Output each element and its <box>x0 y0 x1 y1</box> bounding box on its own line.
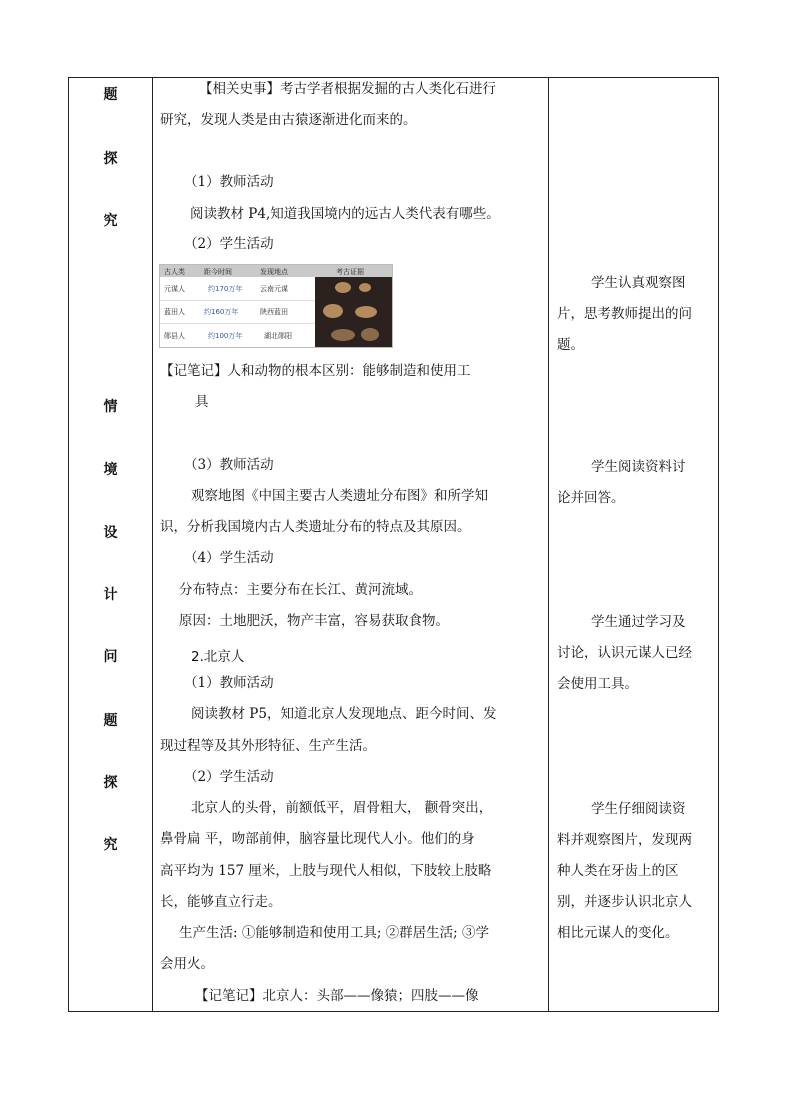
mini-cell: 约170万年 <box>208 285 243 293</box>
lesson-table <box>68 77 719 1012</box>
student-note-line: 学生仔细阅读资 <box>591 801 686 817</box>
teacher-activity-text: 阅读教材 P5，知道北京人发现地点、距今时间、发 <box>191 706 497 722</box>
fossil-photo <box>315 323 392 347</box>
left-label: 题 <box>103 87 118 103</box>
left-label: 境 <box>103 462 118 478</box>
note-line2: 具 <box>195 394 209 410</box>
teacher-activity-heading: （1）教师活动 <box>184 174 274 190</box>
mini-cell: 元谋人 <box>164 285 185 293</box>
student-note-line: 相比元谋人的变化。 <box>557 925 679 941</box>
mini-cell: 蓝田人 <box>164 308 185 316</box>
history-fact-line2: 研究，发现人类是由古猿逐渐进化而来的。 <box>160 112 417 128</box>
description-text: 鼻骨扁 平，吻部前伸，脑容量比现代人小。他们的身 <box>160 831 475 847</box>
mini-cell: 约160万年 <box>204 308 239 316</box>
teacher-activity-text: 观察地图《中国主要古人类遗址分布图》和所学知 <box>191 488 488 504</box>
column-divider <box>152 78 153 1011</box>
student-note-line: 讨论，认识元谋人已经 <box>557 645 692 661</box>
teacher-activity-text: 识，分析我国境内古人类遗址分布的特点及其原因。 <box>160 519 471 535</box>
production-life-text: 生产生活: ①能够制造和使用工具; ②群居生活; ③学 <box>179 925 490 941</box>
left-label: 计 <box>103 587 118 603</box>
history-fact-text: 考古学者根据发掘的古人类化石进行 <box>280 81 496 97</box>
fossil-photo <box>315 300 392 323</box>
student-note-line: 论并回答。 <box>557 490 625 506</box>
mini-header-cell: 古人类 <box>164 268 185 276</box>
left-label: 题 <box>103 713 118 729</box>
mini-cell: 郧县人 <box>164 332 185 340</box>
student-note-line: 料并观察图片，发现两 <box>557 832 692 848</box>
teacher-activity-heading: （3）教师活动 <box>184 457 274 473</box>
description-text: 北京人的头骨，前额低平，眉骨粗大， 颧骨突出， <box>191 800 493 816</box>
left-label: 探 <box>103 775 118 791</box>
ancient-humans-table-image <box>159 264 393 348</box>
mini-header-cell: 距今时间 <box>204 268 232 276</box>
teacher-activity-text: 阅读教材 P4,知道我国境内的远古人类代表有哪些。 <box>190 206 500 222</box>
section-heading: 2.北京人 <box>191 649 245 665</box>
student-note-line: 学生阅读资料讨 <box>591 459 686 475</box>
description-text: 长，能够直立行走。 <box>160 894 282 910</box>
production-life-text: 会用火。 <box>160 956 214 972</box>
mini-cell: 约100万年 <box>208 332 243 340</box>
history-fact-line <box>199 80 496 98</box>
distribution-text: 分布特点：主要分布在长江、黄河流域。 <box>179 582 422 598</box>
student-activity-heading: （2）学生活动 <box>184 236 274 252</box>
student-note-block <box>557 452 717 514</box>
left-label: 究 <box>103 837 118 853</box>
note-line: 【记笔记】北京人：头部——像猿；四肢——像 <box>195 988 479 1004</box>
student-note-line: 别，并逐步认识北京人 <box>557 894 692 910</box>
student-note-line: 片，思考教师提出的问 <box>557 306 692 322</box>
student-note-block <box>557 607 717 700</box>
teacher-activity-text: 现过程等及其外形特征、生产生活。 <box>160 738 376 754</box>
student-activity-heading: （2）学生活动 <box>184 769 274 785</box>
column-divider <box>548 78 549 1011</box>
student-note-line: 会使用工具。 <box>557 676 638 692</box>
left-label: 究 <box>103 213 118 229</box>
mini-cell: 陕西蓝田 <box>260 308 288 316</box>
student-note-line: 种人类在牙齿上的区 <box>557 863 679 879</box>
description-text: 高平均为 157 厘米，上肢与现代人相似，下肢较上肢略 <box>160 863 492 879</box>
teacher-activity-heading: （1）教师活动 <box>184 675 274 691</box>
fossil-photo <box>315 277 392 300</box>
mini-cell: 湖北郧阳 <box>264 332 292 340</box>
mini-cell: 云南元谋 <box>260 285 288 293</box>
student-note-block <box>557 268 717 361</box>
mini-header-cell: 考古证据 <box>336 268 364 276</box>
reason-text: 原因：土地肥沃，物产丰富，容易获取食物。 <box>179 613 449 629</box>
student-note-line: 题。 <box>557 337 584 353</box>
left-label: 问 <box>103 649 118 665</box>
left-label: 探 <box>103 151 118 167</box>
note-line: 【记笔记】人和动物的根本区别：能够制造和使用工 <box>160 363 471 379</box>
history-fact-bracket: 【相关史事】 <box>199 81 280 97</box>
student-note-line: 学生通过学习及 <box>591 614 686 630</box>
left-label: 情 <box>103 399 118 415</box>
left-label: 设 <box>103 525 118 541</box>
mini-header-cell: 发现地点 <box>260 268 288 276</box>
student-note-block <box>557 794 717 949</box>
student-note-line: 学生认真观察图 <box>591 275 686 291</box>
student-activity-heading: （4）学生活动 <box>184 550 274 566</box>
